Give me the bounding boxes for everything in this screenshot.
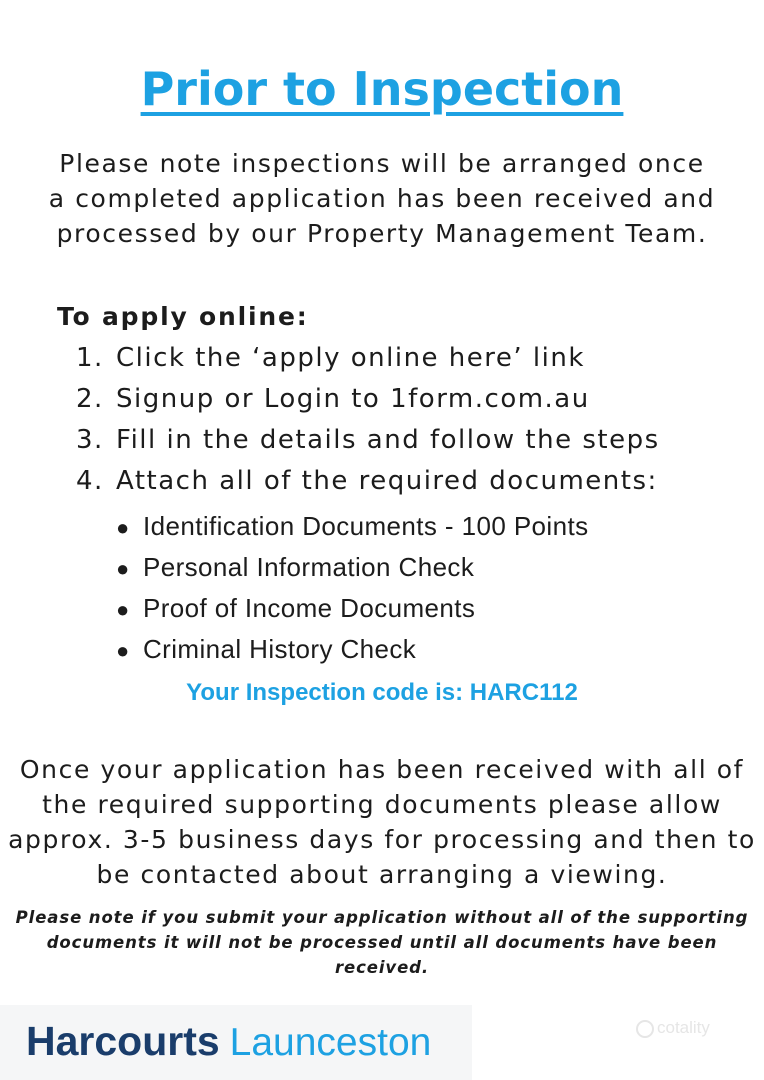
step-text: Fill in the details and follow the steps — [116, 425, 660, 455]
document-text: Identification Documents - 100 Points — [143, 511, 589, 541]
brand-office: Launceston — [229, 1021, 432, 1064]
step-text: Click the ‘apply online here’ link — [116, 343, 585, 373]
bullet-icon: ● — [116, 638, 130, 663]
document-item — [116, 590, 756, 631]
document-item — [116, 631, 756, 672]
step-item — [76, 463, 756, 504]
processing-line: approx. 3-5 business days for processing and then to — [8, 825, 756, 854]
watermark — [636, 1018, 710, 1038]
page-title: Prior to Inspection — [140, 62, 624, 116]
intro-line: processed by our Property Management Team. — [56, 219, 708, 248]
required-documents-list — [116, 508, 756, 672]
note-line: Please note if you submit your application without all of the supporting — [15, 908, 749, 927]
intro-paragraph — [10, 146, 754, 251]
step-item — [76, 340, 756, 381]
processing-line: Once your application has been received with all of — [19, 755, 745, 784]
document-item — [116, 508, 756, 549]
cotality-logo-icon — [636, 1020, 654, 1038]
step-item — [76, 422, 756, 463]
step-number: 1. — [76, 343, 104, 373]
bullet-icon: ● — [116, 597, 130, 622]
bullet-icon: ● — [116, 556, 130, 581]
step-text: Attach all of the required documents: — [116, 466, 658, 496]
bullet-icon: ● — [116, 515, 130, 540]
brand-name: Harcourts — [26, 1018, 220, 1064]
watermark-text: cotality — [657, 1018, 710, 1037]
document-text: Criminal History Check — [143, 634, 417, 664]
step-item — [76, 381, 756, 422]
step-text: Signup or Login to 1form.com.au — [116, 384, 590, 414]
inspection-code: Your Inspection code is: HARC112 — [186, 679, 578, 706]
intro-line: Please note inspections will be arranged once — [59, 149, 705, 178]
document-text: Proof of Income Documents — [143, 593, 476, 623]
warning-note — [10, 905, 754, 980]
apply-online-heading: To apply online: — [57, 302, 309, 331]
step-number: 3. — [76, 425, 104, 455]
step-number: 4. — [76, 466, 104, 496]
intro-line: a completed application has been received and — [48, 184, 716, 213]
note-line: documents it will not be processed until all documents have been — [46, 933, 718, 952]
processing-paragraph — [6, 752, 758, 892]
steps-list — [76, 340, 756, 504]
processing-line: be contacted about arranging a viewing. — [96, 860, 668, 889]
note-line: received. — [334, 958, 430, 977]
harcourts-logo — [26, 1012, 431, 1080]
document-text: Personal Information Check — [143, 552, 475, 582]
step-number: 2. — [76, 384, 104, 414]
document-item — [116, 549, 756, 590]
processing-line: the required supporting documents please allow — [42, 790, 722, 819]
